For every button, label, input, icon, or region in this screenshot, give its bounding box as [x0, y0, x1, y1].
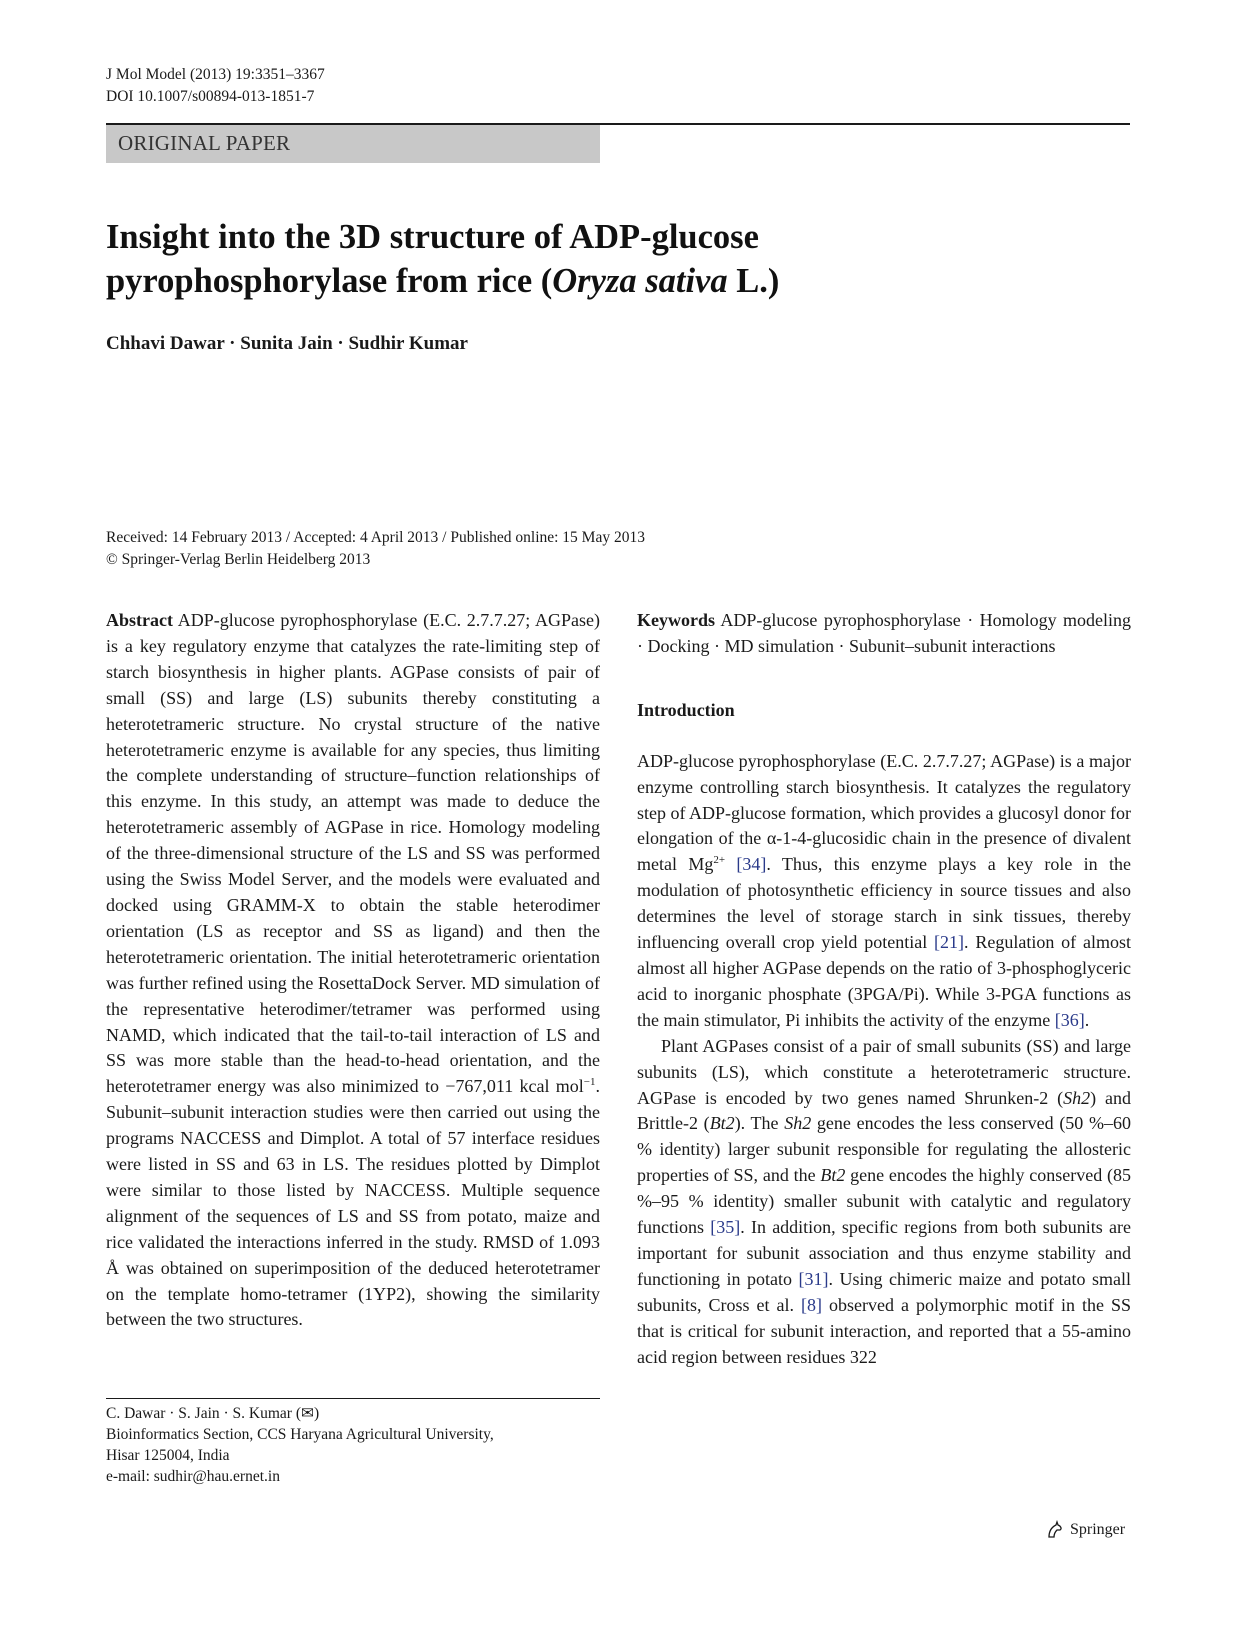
keywords-label: Keywords [637, 610, 715, 630]
citation-link[interactable]: [31] [798, 1268, 829, 1289]
keywords: Keywords ADP-glucose pyrophosphorylase · Homology modeling · Docking · MD simulation · Subunit–subunit interactions [637, 610, 1131, 656]
affiliation-authors: C. Dawar · S. Jain · S. Kumar (✉) [106, 1405, 320, 1422]
title-line-1: Insight into the 3D structure of ADP-glucose [106, 218, 759, 256]
affiliation-footnote [106, 1403, 600, 1487]
footnote-rule [106, 1398, 600, 1399]
publication-dates [106, 527, 1006, 571]
right-column [637, 608, 1131, 1370]
citation-link[interactable]: [35] [710, 1217, 741, 1238]
citation-link[interactable]: [8] [801, 1294, 823, 1315]
article-type: ORIGINAL PAPER [118, 131, 291, 155]
affiliation-dept: Bioinformatics Section, CCS Haryana Agricultural University, [106, 1426, 494, 1443]
article-type-banner [106, 125, 600, 163]
springer-horse-icon [1045, 1520, 1065, 1540]
publisher-name: Springer [1070, 1521, 1126, 1538]
affiliation-city: Hisar 125004, India [106, 1447, 230, 1464]
intro-paragraph-1: ADP-glucose pyrophosphorylase (E.C. 2.7.7.27; AGPase) is a major enzyme controlling starch biosynthesis. It catalyzes the regulatory step of ADP-glucose formation, which provides a glucosyl donor for elongation of the α-1-4-glucosidic chain in the presence of divalent metal $Mg^{2+}$ [34]. Thus, this enzyme plays a key role in the modulation of photosynthetic efficiency in source tissues and also determines the level of storage starch in sink tissues, thereby influencing overall crop yield potential [21]. Regulation of almost almost all higher AGPase depends on the ratio of 3-phosphoglyceric acid to inorganic phosphate (3PGA/Pi). While 3-PGA functions as the main stimulator, Pi inhibits the activity of the enzyme [36]. [637, 750, 1131, 1030]
citation-link[interactable]: [21] [934, 932, 965, 953]
journal-doi: DOI 10.1007/s00894-013-1851-7 [106, 88, 315, 105]
journal-citation: J Mol Model (2013) 19:3351–3367 [106, 66, 325, 83]
copyright-line: © Springer-Verlag Berlin Heidelberg 2013 [106, 551, 371, 568]
introduction-heading: Introduction [637, 699, 735, 720]
publisher-logo [1045, 1520, 1125, 1540]
citation-link[interactable]: [34] [736, 854, 767, 875]
title-line-2: pyrophosphorylase from rice (Oryza sativa L.) [106, 262, 780, 300]
intro-paragraph-2: Plant AGPases consist of a pair of small subunits (SS) and large subunits (LS), which constitute a heterotetrameric structure. AGPase is encoded by two genes named Shrunken-2 (Sh2) and Brittle-2 (Bt2). The Sh2 gene encodes the less conserved (50 %–60 % identity) larger subunit responsible for regulating the allosteric properties of SS, and the Bt2 gene encodes the highly conserved (85 %–95 % identity) smaller subunit with catalytic and regulatory functions [35]. In addition, specific regions from both subunits are important for subunit association and thus enzyme stability and functioning in potato [31]. Using chimeric maize and potato small subunits, Cross et al. [8] observed a polymorphic motif in the SS that is critical for subunit interaction, and reported that a 55-amino acid region between residues 322 [637, 1035, 1132, 1367]
citation-link[interactable]: [36] [1054, 1009, 1085, 1030]
date-history: Received: 14 February 2013 / Accepted: 4 April 2013 / Published online: 15 May 2013 [106, 529, 645, 546]
abstract-label: Abstract [106, 610, 173, 630]
abstract-text: Abstract ADP-glucose pyrophosphorylase (E.C. 2.7.7.27; AGPase) is a key regulatory enzyme that catalyzes the rate-limiting step of starch biosynthesis in higher plants. AGPase consists of pair of small (SS) and large (LS) subunits thereby constituting a heterotetrameric structure. No crystal structure of the native heterotetrameric enzyme is available for any species, thus limiting the complete understanding of structure–function relationships of this enzyme. In this study, an attempt was made to deduce the heterotetrameric assembly of AGPase in rice. Homology modeling of the three-dimensional structure of the LS and SS was performed using the Swiss Model Server, and the models were evaluated and docked using GRAMM-X to obtain the stable heterodimer orientation (LS as receptor and SS as ligand) and then the heterotetrameric orientation. The initial heterotetrameric orientation was further refined using the RosettaDock Server. MD simulation of the representative heterodimer/tetramer was performed using NAMD, which indicated that the tail-to-tail interaction of LS and SS was more stable than the head-to-head orientation, and the heterotetramer energy was also minimized to −767,011 kcal mol$^{-1}$. Subunit–subunit interaction studies were then carried out using the programs NACCESS and Dimplot. A total of 57 interface residues were listed in SS and 63 in LS. The residues plotted by Dimplot were similar to those listed by NACCESS. Multiple sequence alignment of the sequences of LS and SS from potato, maize and rice validated the interactions inferred in the study. RMSD of 1.093 Å was obtained on superimposition of the deduced heterotetramer on the template homo-tetramer (1YP2), showing the similarity between the two structures. [106, 610, 600, 1330]
author-list: Chhavi Dawar · Sunita Jain · Sudhir Kumar [106, 333, 468, 354]
species-name: Oryza sativa [552, 262, 728, 300]
journal-header [106, 64, 325, 108]
paper-title [106, 215, 1006, 303]
abstract-section [106, 608, 600, 1333]
envelope-icon: ✉ [301, 1405, 315, 1422]
affiliation-email[interactable]: e-mail: sudhir@hau.ernet.in [106, 1468, 280, 1485]
